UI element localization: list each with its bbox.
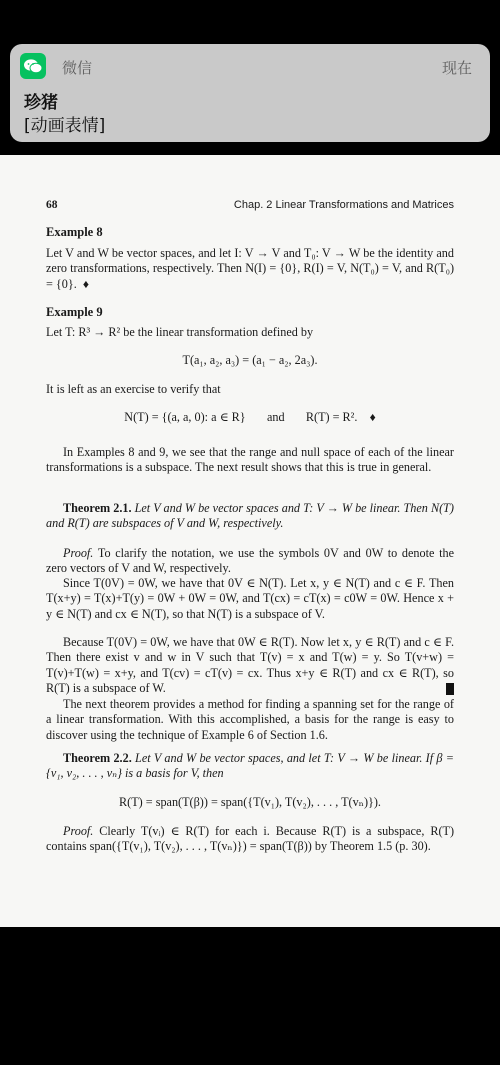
example9-heading: Example 9 [46, 305, 103, 319]
notification-message: [动画表情] [24, 116, 106, 136]
example8-text: Let V and W be vector spaces, and let I: V → V and T₀: V → W be the identity and zero transformations, respectively. Then N(I) = {0}, R(I) = V, N(T₀) = V, and R(T₀) = {0}. ♦ [46, 246, 454, 291]
theorem-2-2-equation: R(T) = span(T(β)) = span({T(v₁), T(v₂), . . . , T(vₙ)}). [119, 795, 381, 809]
paragraph-examples: In Examples 8 and 9, we see that the range and null space of each of the linear transformations is a subspace. The next result shows that this is true in general. [46, 445, 454, 475]
notification-app-name: 微信 [62, 59, 93, 77]
example9-equation: T(a₁, a₂, a₃) = (a₁ − a₂, 2a₃). [182, 353, 318, 367]
wechat-icon [20, 53, 46, 79]
document-page [0, 155, 500, 927]
example9-text: Let T: R³ → R² be the linear transformation defined by [46, 325, 314, 339]
proof-paragraph-3: Because T(0V) = 0W, we have that 0W ∈ R(T). Now let x, y ∈ R(T) and c ∈ F. Then there exist v and w in V such that T(v) = x and T(w) = y. So T(v+w) = T(v)+T(w) = x+y, and T(cv) = cT(v) = cx. Thus x+y ∈ R(T) and cx ∈ R(T), so R(T) is a subspace of W. [46, 635, 454, 696]
chapter-header: Chap. 2 Linear Transformations and Matrices [233, 199, 454, 211]
proof-paragraph-4: Proof. Clearly T(vᵢ) ∈ R(T) for each i. Because R(T) is a subspace, R(T) contains span({T(v₁), T(v₂), . . . , T(vₙ)}) = span(T(β)) by Theorem 1.5 (p. 30). [46, 824, 455, 854]
notification-time: 现在 [441, 59, 472, 77]
null-range-equations: N(T) = {(a, a, 0): a ∈ R} and R(T) = R². ♦ [124, 410, 376, 424]
proof-paragraph-2: Since T(0V) = 0W, we have that 0V ∈ N(T). Let x, y ∈ N(T) and c ∈ F. Then T(x+y) = T(x)+T(y) = 0W + 0W = 0W, and T(cx) = cT(x) = c0W = 0W. Hence x + y ∈ N(T) and cx ∈ N(T), so that N(T) is a subspace of V. [46, 576, 454, 621]
page-number: 68 [46, 199, 58, 211]
example8-heading: Example 8 [46, 225, 103, 239]
theorem-2-2: Theorem 2.2. Let V and W be vector spaces, and let T: V → W be linear. If β = {v₁, v₂, . . . , vₙ} is a basis for V, then [46, 751, 455, 781]
wechat-notification-banner[interactable] [10, 44, 490, 142]
qed-square-icon [446, 683, 454, 695]
proof-paragraph-1: Proof. To clarify the notation, we use the symbols 0V and 0W to denote the zero vectors of V and W, respectively. [46, 546, 454, 576]
verify-text: It is left as an exercise to verify that [46, 382, 221, 396]
theorem-2-1: Theorem 2.1. Let V and W be vector spaces and T: V → W be linear. Then N(T) and R(T) are subspaces of V and W, respectively. [46, 501, 454, 531]
notification-sender: 珍猪 [24, 93, 58, 113]
paragraph-next-theorem: The next theorem provides a method for finding a spanning set for the range of a linear transformation. With this accomplished, a basis for the range is easy to discover using the technique of Example 6 of Section 1.6. [46, 697, 454, 742]
